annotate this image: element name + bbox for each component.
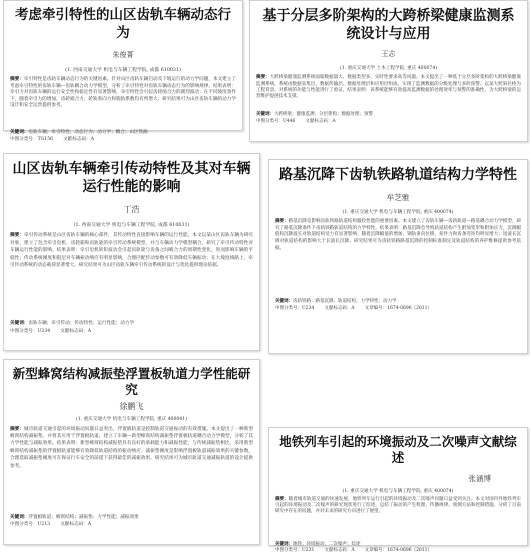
paper-abstract bbox=[10, 426, 253, 514]
keywords-text: 地铁；环境振动；二次噪声；综述 bbox=[293, 541, 361, 547]
paper-keywords bbox=[10, 320, 253, 327]
keywords-text: 齿轨车辆；牵引特性；动态行为；动力学；耦合；山区铁路 bbox=[28, 130, 148, 136]
meta-clc: 中图分类号：U446 bbox=[256, 118, 296, 124]
meta-clc: 中图分类号：U234 bbox=[275, 305, 315, 311]
paper-title: 新型蜂窝结构减振垫浮置板轨道力学性能研究 bbox=[12, 366, 251, 398]
abstract-text: 城市轨道交通引起的环境振动问题日益突出，浮置板轨道是控制轨道交通振动的有效措施。本文提出了一种新型蜂窝结构减振垫，并将其应用于浮置板轨道，建立了车辆—新型蜂窝结构减振垫浮置板轨道耦合动力学模型，分析了其力学性能与减振效果。结果表明：新型蜂窝结构减振垫具有良好的承载能力和减振性能，与传统减振垫相比，采用新型蜂窝结构减振垫的浮置板轨道能够有效降低轨道结构的振动响应；减振垫刚度是影响浮置板轨道减振效果的关键参数，合理选取减振垫刚度可在保证行车安全的前提下获得最佳的减振效果。研究结果可为城市轨道交通减振轨道的设计提供参考。 bbox=[10, 426, 253, 469]
keywords-text: 浮置板轨道；蜂窝结构；减振垫；力学性能；减振效果 bbox=[28, 514, 139, 520]
paper-meta bbox=[10, 521, 253, 528]
meta-clc: 中图分类号：U213 bbox=[10, 521, 51, 527]
abstract-text: 牵引特性是齿轨车辆动态行为的关键因素。针对山区齿轨车辆启动及下坡运行的动力学问题，本文建立了考虑牵引特性的齿轨车辆—齿轨耦合动力学模型，分析了牵引特性对齿轨车辆动态行为的影响规律。结果表明：牵引力对齿轨车辆的运行安全性和稳定性有显著影响，牵引特性会引起齿轮啮合力的剧烈波动；在不同坡度条件下，随着牵引力的增加，齿轮啮合力、轮轨垂向力和脱轨系数均有所增大；研究结果可为山区齿轨车辆的动力学设计和安全运营提供参考。 bbox=[10, 77, 236, 109]
abstract-text: 随着城市轨道交通的快速发展，地铁列车运行引起的环境振动及二次噪声问题日益受到关注。本文对国内外地铁列车引起的环境振动及二次噪声的研究现状进行了综述，总结了振动的产生机理、传播规律、预测方法和控制措施，分析了目前研究中存在的问题，并对未来的研究方向进行了展望。 bbox=[275, 496, 521, 515]
paper-card-2 bbox=[249, 0, 528, 142]
abstract-label: 摘要： bbox=[275, 219, 289, 225]
paper-affiliation: (1. 重庆交通大学 机电与车辆工程学院, 重庆 400074) bbox=[342, 210, 454, 216]
meta-article-no: 文章编号：1674-0696（2011） bbox=[364, 305, 433, 311]
abstract-label: 摘要： bbox=[10, 426, 25, 432]
keywords-text: 大跨桥梁；健康监测；分层架构；数据处理；预警 bbox=[274, 112, 373, 118]
paper-keywords bbox=[10, 514, 253, 521]
meta-doc-code: 文献标志码：A bbox=[324, 547, 355, 553]
keywords-label: 关键词： bbox=[256, 112, 274, 118]
paper-keywords bbox=[275, 299, 521, 306]
paper-abstract bbox=[275, 497, 521, 542]
abstract-label: 摘要： bbox=[275, 496, 289, 502]
abstract-text: 牵引传动系统是山区齿轨车辆的核心部件，其传动特性直接影响车辆的运行性能。本文以某山区齿轨车辆为研究对象，建立了包含牵引电机、齿轮箱和齿轨轮的牵引传动系统模型，并与车辆动力学模型耦合，研究了牵引传动特性对车辆运行性能的影响。结果表明：牵引电机转矩波动会引起齿轨轮与齿条之间啮合力的周期性变化，进而影响车辆的平稳性；传动系统刚度和阻尼对车辆振动响应有明显影响，合理匹配传动参数可有效降低车辆振动；在大坡度线路上，牵引传动系统的动态载荷显著增大。研究结果可为山区齿轨车辆牵引传动系统的设计与优化提供理论依据。 bbox=[10, 233, 253, 268]
keywords-label: 关键词： bbox=[275, 299, 293, 305]
keywords-label: 关键词： bbox=[10, 514, 29, 520]
paper-affiliation: (1. 西南交通大学 机电与车辆工程学院, 成都 610031) bbox=[73, 223, 190, 229]
paper-meta bbox=[275, 306, 521, 313]
paper-keywords bbox=[10, 130, 236, 137]
meta-doc-code: 文献标志码：A bbox=[63, 136, 94, 142]
paper-abstract bbox=[256, 75, 521, 112]
paper-author: 牟芝雅 bbox=[386, 193, 410, 203]
paper-title: 路基沉降下齿轨铁路轨道结构力学特性 bbox=[279, 167, 517, 183]
paper-meta bbox=[10, 137, 236, 144]
meta-article-no: 文章编号：1674-0696（2011） bbox=[364, 547, 433, 553]
paper-affiliation: (1. 西南交通大学 机电与车辆工程学院, 成都 610031) bbox=[65, 68, 181, 74]
paper-author: 王志 bbox=[381, 50, 396, 59]
meta-doc-code: 文献标志码：A bbox=[305, 118, 336, 124]
meta-doc-code: 文献标志码：A bbox=[60, 328, 92, 334]
paper-meta bbox=[10, 328, 253, 335]
paper-abstract bbox=[275, 219, 521, 299]
keywords-text: 齿轨铁路；路基沉降；轨道结构；力学特性；动力学 bbox=[293, 299, 397, 305]
paper-abstract bbox=[10, 232, 253, 320]
abstract-label: 摘要： bbox=[10, 233, 25, 239]
paper-title: 山区齿轨车辆牵引传动特性及其对车辆运行性能的影响 bbox=[12, 161, 251, 196]
paper-author: 徐鹏飞 bbox=[119, 401, 144, 411]
paper-card-4 bbox=[268, 159, 528, 354]
keywords-label: 关键词： bbox=[275, 541, 293, 547]
paper-affiliation: (1. 重庆交通大学 机电与车辆工程学院, 重庆 400041) bbox=[76, 416, 187, 422]
paper-meta bbox=[275, 548, 521, 554]
abstract-label: 摘要： bbox=[10, 77, 24, 83]
paper-title: 考虑牵引特性的山区齿轨车辆动态行为 bbox=[15, 7, 231, 41]
keywords-label: 关键词： bbox=[10, 321, 29, 327]
paper-author: 朱俊菁 bbox=[112, 51, 134, 60]
paper-title: 地铁列车引起的环境振动及二次噪声文献综述 bbox=[279, 434, 517, 466]
abstract-text: 路基沉降是影响齿轨铁路轨道结构服役性能的重要因素。本文建立了齿轨车辆—齿轨轨道—路基耦合动力学模型，研究了路基沉降条件下齿轨铁路轨道结构的力学特性。结果表明：路基沉降会导致轨道结构产生附加变形和附加应力，沉降幅值和沉降波长对轨道结构受力有显著影响；随着沉降幅值的增加，钢轨垂向位移、扣件力和齿条弯矩均明显增大；短波长沉降对轨道结构的影响大于长波长沉降。研究结果可为齿轨铁路路基沉降的控制标准制定及轨道结构的养护维修提供参考依据。 bbox=[275, 219, 521, 251]
paper-title: 基于分层多阶架构的大跨桥梁健康监测系统设计与应用 bbox=[262, 8, 515, 43]
meta-doc-code: 文献标志码：A bbox=[60, 521, 92, 527]
paper-card-3 bbox=[3, 153, 260, 351]
keywords-text: 齿轨车辆；牵引传动；传动特性；运行性能；动力学 bbox=[28, 321, 135, 327]
paper-card-1 bbox=[3, 0, 243, 142]
paper-abstract bbox=[10, 77, 236, 130]
abstract-text: 大跨桥梁健康监测系统面临数据量大、数据类型多、实时性要求高等问题。本文提出了一种基于分层多阶架构的大跨桥梁健康监测系统，系统由数据采集层、数据传输层、数据处理层和应用层组成，实现了监测数据的分级处理与多阶预警。以某大跨斜拉桥为工程背景，对系统的功能与性能进行了验证，结果表明：该系统能够有效提高监测数据的处理效率与预警的准确性，为大跨桥梁的运营维护提供技术支撑。 bbox=[256, 75, 522, 99]
meta-clc: 中图分类号：U231 bbox=[275, 547, 315, 553]
paper-affiliation: (1. 重庆交通大学 机电与车辆工程学院, 重庆 400074) bbox=[342, 488, 454, 494]
paper-card-5 bbox=[3, 359, 260, 545]
paper-meta bbox=[256, 119, 521, 125]
keywords-label: 关键词： bbox=[10, 130, 29, 136]
paper-affiliation: (1. 重庆交通大学 土木工程学院, 重庆 400074) bbox=[339, 66, 438, 72]
paper-author: 张涵博 bbox=[468, 473, 491, 483]
meta-doc-code: 文献标志码：A bbox=[324, 305, 355, 311]
meta-clc: 中图分类号：U234 bbox=[10, 328, 51, 334]
paper-card-6 bbox=[268, 427, 528, 553]
paper-author: 丁浩 bbox=[123, 205, 140, 215]
meta-clc: 中图分类号：TG156 bbox=[10, 136, 54, 142]
abstract-label: 摘要： bbox=[256, 75, 270, 81]
